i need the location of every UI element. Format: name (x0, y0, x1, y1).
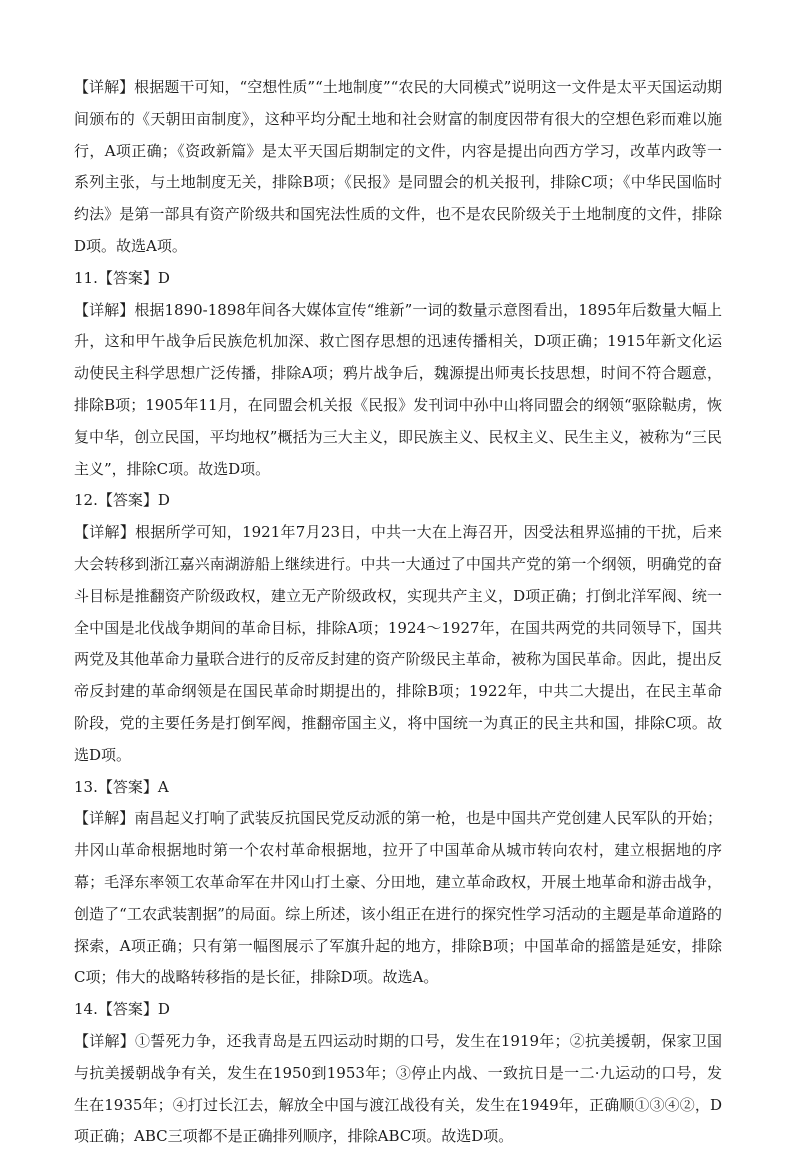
answer-key-page (74, 72, 722, 1153)
explanation-text: 【详解】①誓死力争，还我青岛是五四运动时期的口号，发生在1919年；②抗美援朝，保家卫国与抗美援朝战争有关，发生在1950到1953年；③停止内战、一致抗日是一二·九运动的口号，发生在1935年；④打过长江去，解放全中国与渡江战役有关，发生在1949年，正确顺①③④②，D项正确；ABC三项都不是正确排列顺序，排除ABC项。故选D项。 (74, 1031, 722, 1146)
answer-entry-14 (74, 994, 722, 1153)
answer-line: 11.【答案】D (74, 268, 170, 287)
answer-line: 14.【答案】D (74, 1000, 170, 1019)
explanation-text: 【详解】南昌起义打响了武装反抗国民党反动派的第一枪，也是中国共产党创建人民军队的开始；井冈山革命根据地时第一个农村革命根据地，拉开了中国革命从城市转向农村，建立根据地的序幕；毛泽东率领工农革命军在井冈山打土豪、分田地，建立革命政权，开展土地革命和游击战争，创造了“工农武装割据”的局面。综上所述，该小组正在进行的探究性学习活动的主题是革命道路的探索，A项正确；只有第一幅图展示了军旗升起的地方，排除B项；中国革命的摇篮是延安，排除C项；伟大的战略转移指的是长征，排除D项。故选A。 (74, 809, 722, 987)
answer-entry-13 (74, 772, 722, 995)
answer-entry-12 (74, 485, 722, 771)
answer-line: 12.【答案】D (74, 491, 170, 510)
explanation-text: 【详解】根据题干可知，“空想性质”“土地制度”“农民的大同模式”说明这一文件是太平天国运动期间颁布的《天朝田亩制度》，这种平均分配土地和社会财富的制度因带有很大的空想色彩而难以施行，A项正确；《资政新篇》是太平天国后期制定的文件，内容是提出向西方学习，改革内政等一系列主张，与土地制度无关，排除B项；《民报》是同盟会的机关报刊，排除C项；《中华民国临时约法》是第一部具有资产阶级共和国宪法性质的文件，也不是农民阶级关于土地制度的文件，排除D项。故选A项。 (74, 78, 722, 255)
answer-entry-11 (74, 263, 722, 486)
answer-line: 13.【答案】A (74, 777, 169, 796)
answer-entry-10 (74, 72, 722, 263)
explanation-text: 【详解】根据1890-1898年间各大媒体宣传“维新”一词的数量示意图看出，1895年后数量大幅上升，这和甲午战争后民族危机加深、救亡图存思想的迅速传播相关，D项正确；1915年新文化运动使民主科学思想广泛传播，排除A项；鸦片战争后，魏源提出师夷长技思想，时间不符合题意，排除B项；1905年11月，在同盟会机关报《民报》发刊词中孙中山将同盟会的纲领“驱除鞑虏，恢复中华，创立民国，平均地权”概括为三大主义，即民族主义、民权主义、民生主义，被称为“三民主义”，排除C项。故选D项。 (74, 300, 722, 478)
explanation-text: 【详解】根据所学可知，1921年7月23日，中共一大在上海召开，因受法租界巡捕的干扰，后来大会转移到浙江嘉兴南湖游船上继续进行。中共一大通过了中国共产党的第一个纲领，明确党的奋斗目标是推翻资产阶级政权，建立无产阶级政权，实现共产主义，D项正确；打倒北洋军阀、统一全中国是北伐战争期间的革命目标，排除A项；1924～1927年，在国共两党的共同领导下，国共两党及其他革命力量联合进行的反帝反封建的资产阶级民主革命，被称为国民革命。因此，提出反帝反封建的革命纲领是在国民革命时期提出的，排除B项；1922年，中共二大提出，在民主革命阶段，党的主要任务是打倒军阀，推翻帝国主义，将中国统一为真正的民主共和国，排除C项。故选D项。 (74, 523, 722, 764)
